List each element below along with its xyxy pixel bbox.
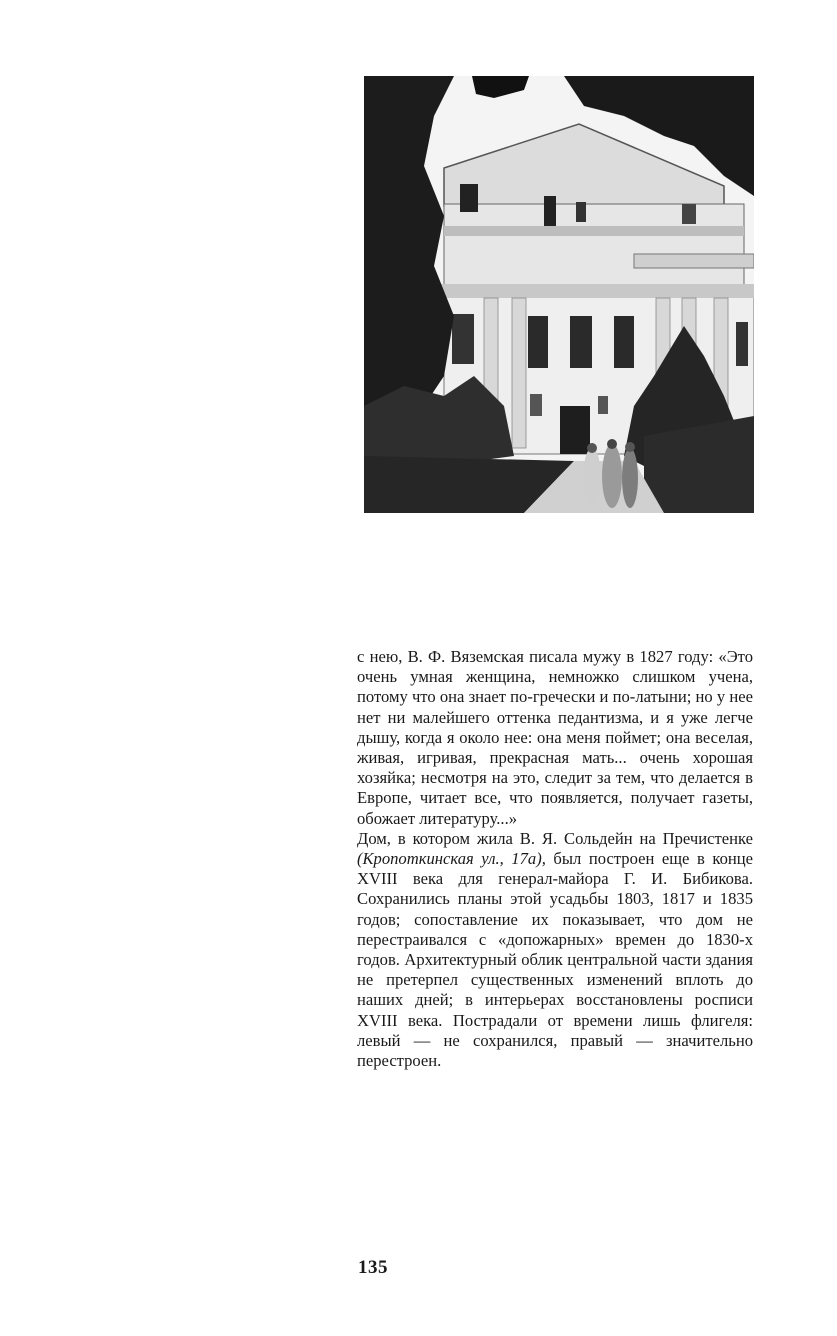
paragraph-house-end: был построен еще в конце XVIII века для генерал-майора Г. И. Бибикова. Сохранились планы этой усадьбы 1803, 1817 и 1835 годов; сопоставление их показывает, что дом не перестраивался с «допожарных» времен до 1830-х годов. Архитектурный облик центральной части здания не претерпел существенных изменений вплоть до наших дней; в интерьерах восстановлены росписи XVIII века. Пострадали от времени лишь флигеля: левый — не сохранился, правый — значительно перестроен. <box>357 849 753 1071</box>
building-photo <box>364 76 754 513</box>
paragraph-house-start: Дом, в котором жила В. Я. Сольдейн на Пречистенке <box>357 828 753 848</box>
paragraph-house <box>357 829 753 1071</box>
body-text <box>357 647 753 1071</box>
paragraph-quote: с нею, В. Ф. Вяземская писала мужу в 1827 году: «Это очень умная женщина, немножко слишком учена, потому что она знает по-гречески и по-латыни; но у нее нет ни малейшего оттенка педантизма, и я уже легче дышу, когда я около нее: она меня поймет; она веселая, живая, игривая, прекрасная мать... очень хорошая хозяйка; несмотря на это, следит за тем, что делается в Европе, читает все, что появляется, получает газеты, обожает литературу...» <box>357 647 753 828</box>
page-number: 135 <box>358 1257 388 1278</box>
address-italic: (Кропоткинская ул., 17а), <box>357 849 546 869</box>
